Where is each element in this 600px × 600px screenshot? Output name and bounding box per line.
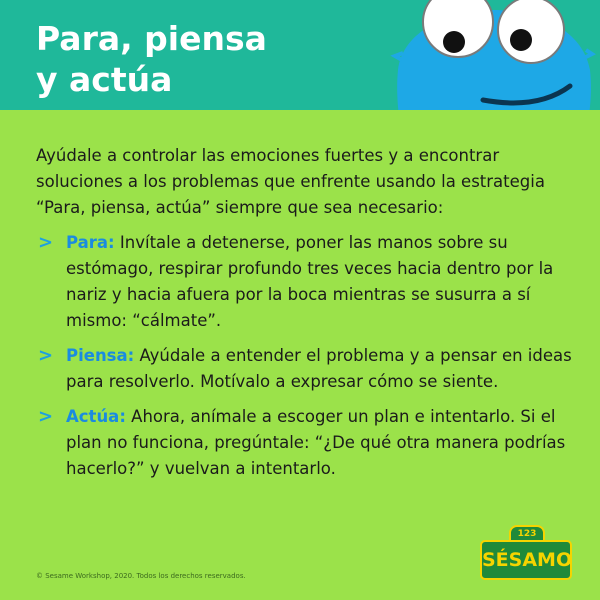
item-text-para: Invítale a detenerse, poner las manos sobre su estómago, respirar profundo tres veces hacia dentro por la nariz y hacia afuera por la boca mientras se susurra a sí mismo: “cálmate”. — [66, 233, 554, 330]
header-banner — [0, 0, 600, 110]
title-line-1: Para, piensa — [36, 19, 267, 58]
term-piensa: Piensa: — [66, 346, 135, 365]
right-eye — [498, 0, 564, 63]
list-item-piensa — [36, 343, 576, 395]
chevron-right-icon: > — [38, 406, 54, 427]
intro-paragraph: Ayúdale a controlar las emociones fuertes y a encontrar soluciones a los problemas que enfrente usando la estrategia “Para, piensa, actúa” siempre que sea necesario: — [36, 146, 545, 217]
right-pupil — [510, 29, 532, 51]
list-item-para — [36, 230, 576, 334]
title-line-2: y actúa — [36, 60, 173, 99]
term-para: Para: — [66, 233, 115, 252]
logo-text: SÉSAMO — [480, 540, 572, 580]
list-item-actua — [36, 404, 576, 482]
sesamo-logo — [480, 525, 572, 585]
item-text-piensa: Ayúdale a entender el problema y a pensar en ideas para resolverlo. Motívalo a expresar cómo se siente. — [66, 346, 572, 391]
chevron-right-icon: > — [38, 232, 54, 253]
logo-number: 123 — [509, 525, 545, 543]
strategy-list — [36, 230, 576, 482]
term-actua: Actúa: — [66, 407, 126, 426]
page-title — [36, 18, 267, 100]
chevron-right-icon: > — [38, 345, 54, 366]
copyright-footer: © Sesame Workshop, 2020. Todos los derechos reservados. — [36, 572, 246, 580]
item-text-actua: Ahora, anímale a escoger un plan e intentarlo. Si el plan no funciona, pregúntale: “¿De qué otra manera podrías hacerlo?” y vuelvan a intentarlo. — [66, 407, 566, 478]
left-pupil — [443, 31, 465, 53]
content-body — [36, 143, 576, 491]
cookie-monster-icon — [388, 0, 598, 110]
